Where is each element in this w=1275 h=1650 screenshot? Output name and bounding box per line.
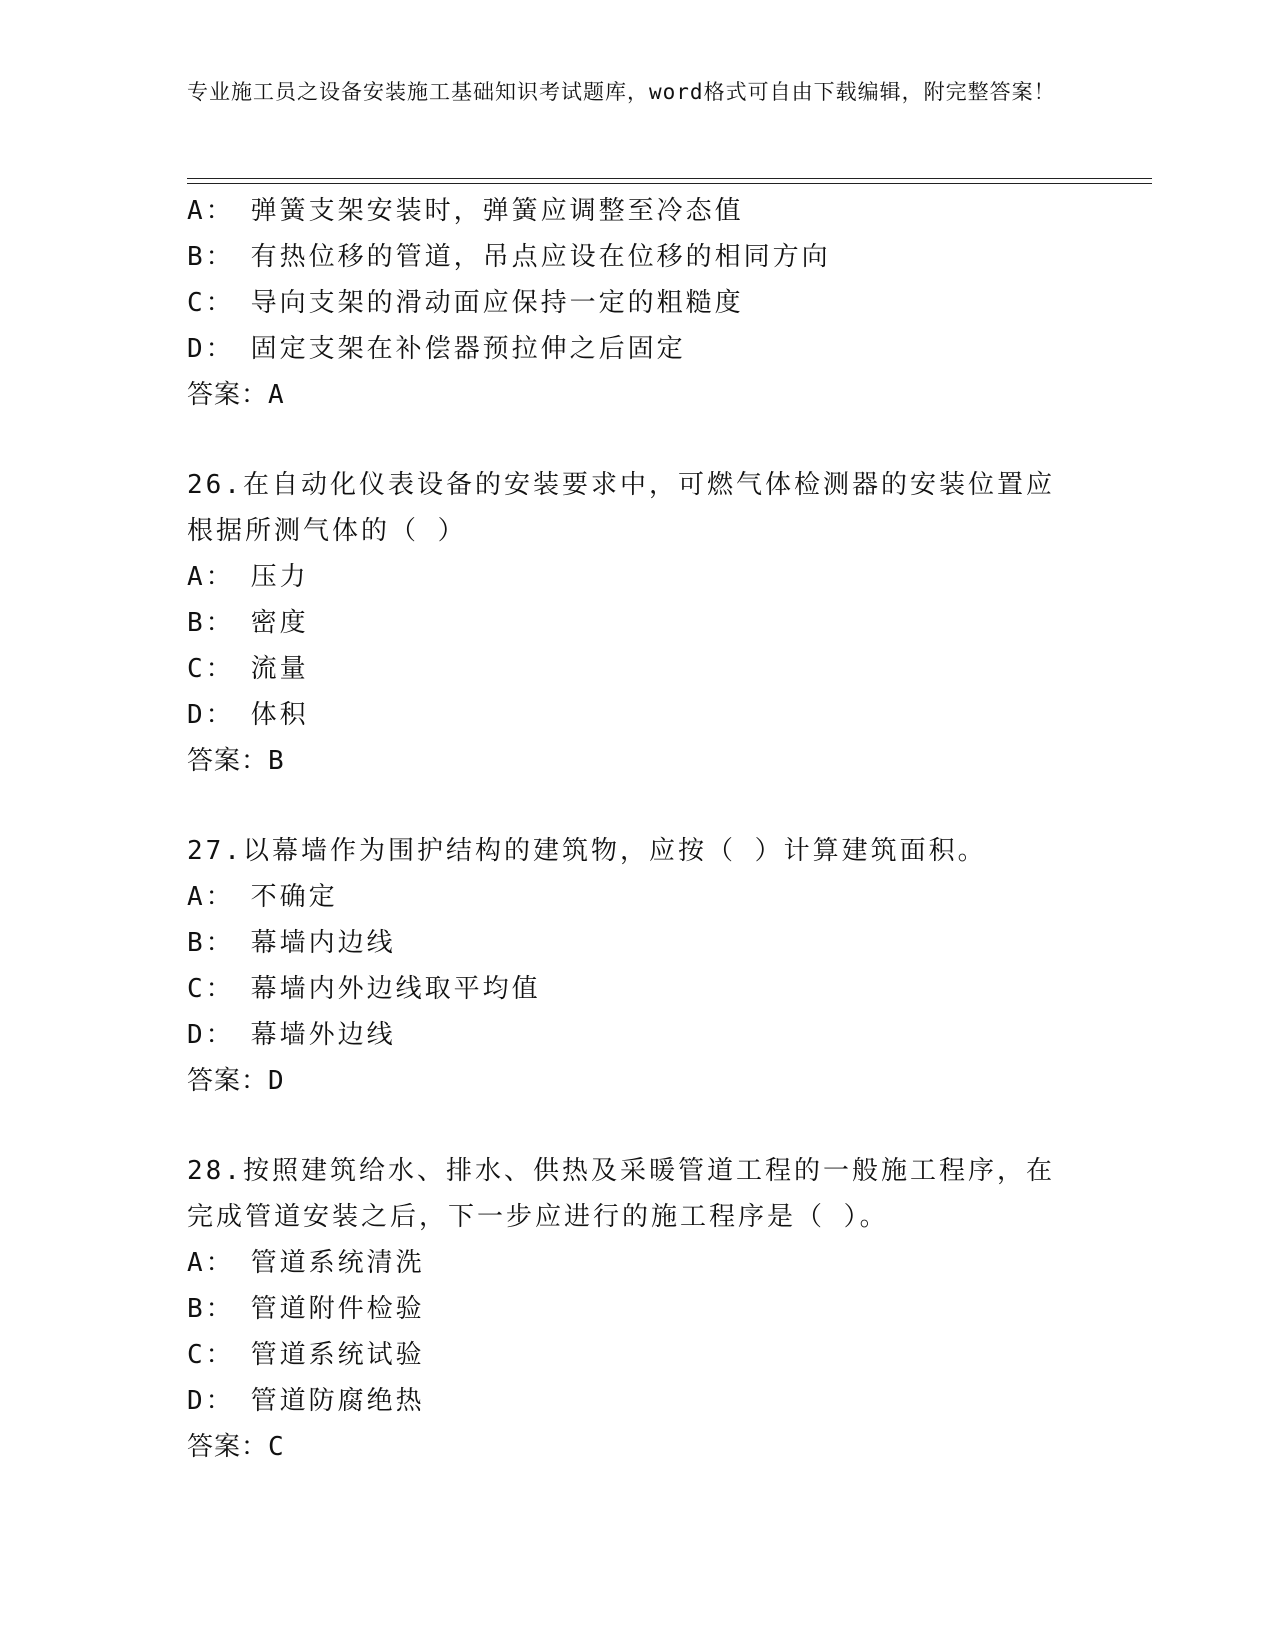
option-a: A： 不确定 bbox=[187, 882, 338, 912]
answer-line: 答案：B bbox=[187, 746, 285, 776]
question-block-26 bbox=[187, 462, 1087, 784]
option-b: B： 幕墙内边线 bbox=[187, 928, 396, 958]
option-c: C： 幕墙内外边线取平均值 bbox=[187, 974, 541, 1004]
document-body bbox=[187, 188, 1087, 1470]
option-b: B： 有热位移的管道，吊点应设在位移的相同方向 bbox=[187, 242, 831, 272]
answer-line: 答案：D bbox=[187, 1066, 285, 1096]
question-block-27 bbox=[187, 828, 1087, 1104]
answer-line: 答案：C bbox=[187, 1432, 285, 1462]
document-header: 专业施工员之设备安装施工基础知识考试题库，word格式可自由下载编辑，附完整答案！ bbox=[187, 80, 1056, 104]
question-stem: 27.以幕墙作为围护结构的建筑物，应按（ ）计算建筑面积。 bbox=[187, 836, 987, 866]
option-b: B： 管道附件检验 bbox=[187, 1294, 425, 1324]
option-a: A： 管道系统清洗 bbox=[187, 1248, 425, 1278]
option-c: C： 流量 bbox=[187, 654, 309, 684]
header-divider-bottom bbox=[187, 183, 1152, 184]
question-stem: 26.在自动化仪表设备的安装要求中，可燃气体检测器的安装位置应根据所测气体的（ ） bbox=[187, 470, 1055, 546]
option-d: D： 幕墙外边线 bbox=[187, 1020, 396, 1050]
option-a: A： 压力 bbox=[187, 562, 309, 592]
option-d: D： 固定支架在补偿器预拉伸之后固定 bbox=[187, 334, 686, 364]
option-c: C： 管道系统试验 bbox=[187, 1340, 425, 1370]
question-stem: 28.按照建筑给水、排水、供热及采暖管道工程的一般施工程序，在完成管道安装之后，下一步应进行的施工程序是（ ）。 bbox=[187, 1156, 1055, 1232]
option-d: D： 体积 bbox=[187, 700, 309, 730]
option-d: D： 管道防腐绝热 bbox=[187, 1386, 425, 1416]
header-divider-top bbox=[187, 178, 1152, 179]
option-a: A： 弹簧支架安装时，弹簧应调整至冷态值 bbox=[187, 196, 744, 226]
option-b: B： 密度 bbox=[187, 608, 309, 638]
question-block-28 bbox=[187, 1148, 1087, 1470]
question-block-25-continued bbox=[187, 188, 1087, 418]
answer-line: 答案：A bbox=[187, 380, 285, 410]
option-c: C： 导向支架的滑动面应保持一定的粗糙度 bbox=[187, 288, 744, 318]
